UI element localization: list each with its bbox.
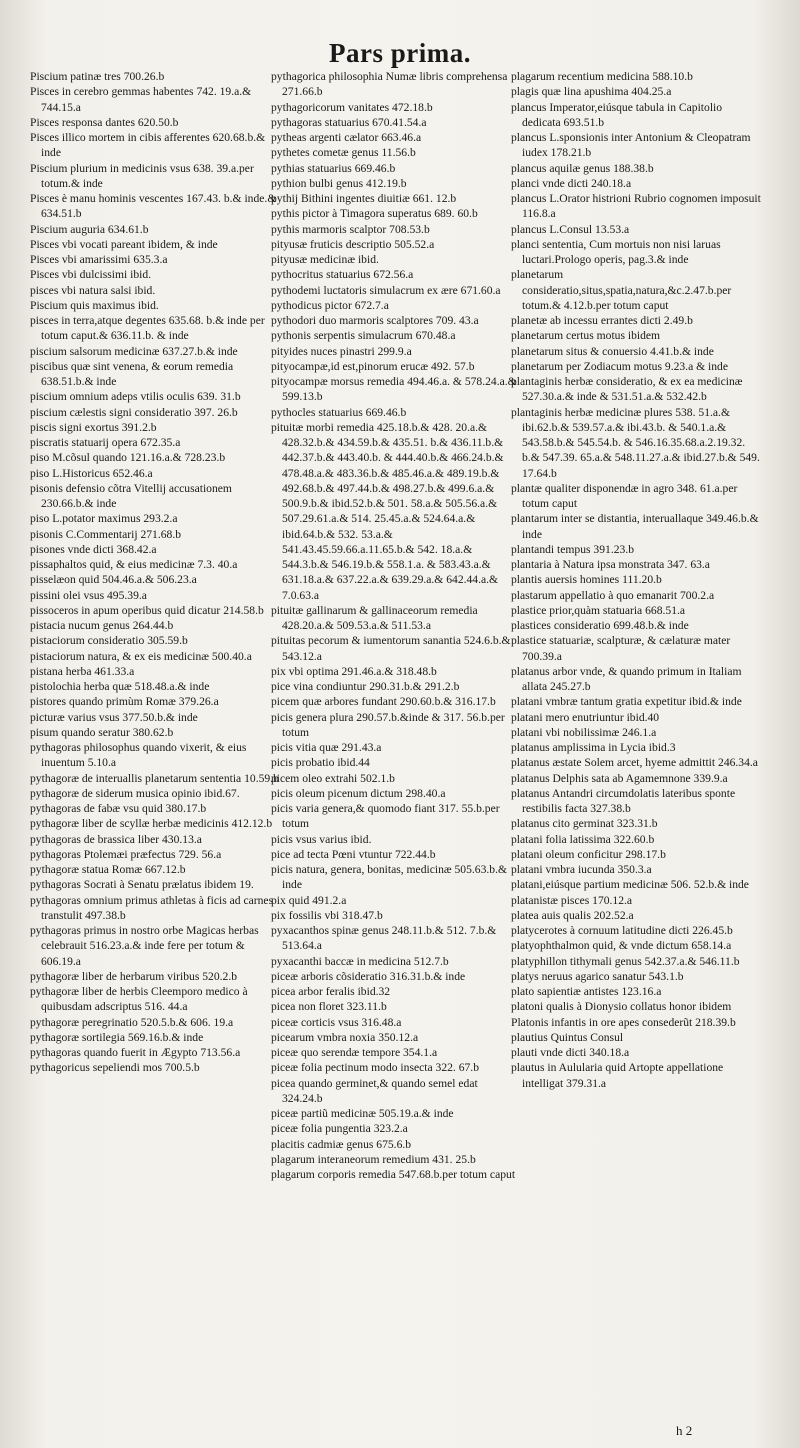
- index-column-1: [30, 69, 280, 1076]
- index-entry: plancus L.Consul 13.53.a: [511, 222, 630, 236]
- index-entry: pissoceros in apum operibus quid dicatur 214.58.b: [30, 603, 264, 617]
- index-entry: pyxacanthi baccæ in medicina 512.7.b: [271, 954, 449, 968]
- index-entry: pythagoræ liber de herbis Cleemporo medico à quibusdam adscriptus 516. 44.a: [30, 985, 248, 1014]
- index-entry: pix vbi optima 291.46.a.& 318.48.b: [271, 664, 437, 678]
- index-entry: platanus arbor vnde, & quando primum in Italiam allata 245.27.b: [511, 664, 742, 693]
- index-entry: pituitæ gallinarum & gallinaceorum remedia 428.20.a.& 509.53.a.& 511.53.a: [271, 603, 478, 632]
- index-entry: pythodemi luctatoris simulacrum ex ære 671.60.a: [271, 283, 501, 297]
- index-column-2: [271, 69, 521, 1182]
- index-entry: pythagorica philosophia Numæ libris comprehensa 271.66.b: [271, 70, 508, 99]
- index-entry: picea quando germinet,& quando semel edat 324.24.b: [271, 1076, 478, 1105]
- index-entry: pythagoræ sortilegia 569.16.b.& inde: [30, 1030, 204, 1044]
- index-entry: platani mero enutriuntur ibid.40: [511, 710, 660, 724]
- index-entry: pythagoras primus in nostro orbe Magicas herbas celebrauit 516.23.a.& inde fere per totum & 606.19.a: [30, 924, 259, 968]
- index-entry: pythocles statuarius 669.46.b: [271, 405, 407, 419]
- index-entry: plantandi tempus 391.23.b: [511, 542, 635, 556]
- index-entry: plancus Imperator,eiúsque tabula in Capitolio dedicata 693.51.b: [511, 100, 723, 129]
- index-entry: pissini olei vsus 495.39.a: [30, 588, 147, 602]
- index-entry: plantaria à Natura ipsa monstrata 347. 63.a: [511, 558, 710, 571]
- index-entry: piscibus quæ sint venena, & eorum remedia 638.51.b.& inde: [30, 359, 234, 388]
- index-entry: piceæ folia pectinum modo insecta 322. 67.b: [271, 1061, 479, 1075]
- index-entry: picturæ varius vsus 377.50.b.& inde: [30, 710, 198, 724]
- index-entry: pythagoræ statua Romæ 667.12.b: [30, 863, 186, 876]
- index-entry: pisselæon quid 504.46.a.& 506.23.a: [30, 573, 197, 587]
- index-entry: plastices consideratio 699.48.b.& inde: [511, 619, 689, 632]
- index-entry: piso L.Historicus 652.46.a: [30, 466, 153, 480]
- signature-mark: h 2: [676, 1423, 693, 1438]
- index-entry: plagarum recentium medicina 588.10.b: [511, 70, 693, 83]
- index-entry: pythocritus statuarius 672.56.a: [271, 268, 414, 282]
- index-entry: plagis quæ lina apushima 404.25.a: [511, 85, 672, 99]
- index-entry: platani folia latissima 322.60.b: [511, 832, 655, 846]
- index-entry: pisum quando seratur 380.62.b: [30, 725, 174, 739]
- index-entry: pythagoricorum vanitates 472.18.b: [271, 100, 433, 114]
- index-entry: pythagoras quando fuerit in Ægypto 713.56.a: [30, 1046, 241, 1059]
- index-entry: pituitæ morbi remedia 425.18.b.& 428. 20.a.& 428.32.b.& 434.59.b.& 435.51. b.& 436.11.b.& 442.37.b.& 443.40.b. & 444.40.b.& 466.24.b.& 478.48.a.& 483.36.b.& 485.46.a.& 489.19.b.& 492.68.b.& 497.44.b.& 498.27.b.& 499.6.a.& 500.9.b.& ibid.52.b.& 501. 58.a.& 505.56.a.& 507.29.61.a.& 514. 25.45.a.& 524.64.a.& ibid.64.b.& 532. 53.a.& 541.43.45.59.66.a.11.65.b.& 542. 18.a.& 544.3.b.& 546.19.b.& 558.1.a. & 583.43.a.& 631.18.a.& 637.22.a.& 639.29.a.& 642.44.a.& 7.0.63.a: [271, 420, 504, 602]
- index-entry: plauti vnde dicti 340.18.a: [511, 1046, 630, 1059]
- index-entry: pythagoras statuarius 670.41.54.a: [271, 115, 427, 129]
- index-entry: pisonis defensio cõtra Vitellij accusationem 230.66.b.& inde: [30, 481, 232, 510]
- index-entry: plantaginis herbæ medicinæ plures 538. 51.a.& ibi.62.b.& 539.57.a.& ibi.43.b. & 540.1.a.& 543.58.b.& 545.54.b. & 546.16.35.68.a.2.19.32. b.& 547.39. 65.a.& 548.11.27.a.& ibid.27.b.& 549. 17.64.b: [511, 405, 760, 480]
- index-entry: piscium cælestis signi consideratio 397. 26.b: [30, 405, 238, 419]
- index-entry: picem quæ arbores fundant 290.60.b.& 316.17.b: [271, 695, 496, 709]
- index-entry: platani vmbra iucunda 350.3.a: [511, 863, 652, 876]
- index-entry: piscium omnium adeps vtilis oculis 639. 31.b: [30, 390, 241, 404]
- index-entry: pythodori duo marmoris scalptores 709. 43.a: [271, 314, 479, 327]
- index-entry: pistores quando primùm Romæ 379.26.a: [30, 695, 219, 709]
- index-entry: pythij Bithini ingentes diuitiæ 661. 12.b: [271, 192, 457, 205]
- index-entry: pistaciorum natura, & ex eis medicinæ 500.40.a: [30, 649, 252, 663]
- index-entry: pistana herba 461.33.a: [30, 664, 135, 678]
- index-entry: pice ad tecta Pœni vtuntur 722.44.b: [271, 847, 436, 861]
- index-entry: plastarum appellatio à quo emanarit 700.2.a: [511, 588, 715, 602]
- index-entry: plagarum corporis remedia 547.68.b.per totum caput: [271, 1168, 516, 1181]
- index-entry: Pisces vbi amarissimi 635.3.a: [30, 253, 168, 266]
- index-entry: platani oleum conficitur 298.17.b: [511, 847, 666, 861]
- index-entry: pythagoras omnium primus athletas à ficis ad carnes transtulit 497.38.b: [30, 893, 274, 922]
- index-entry: plancus L.sponsionis inter Antonium & Cleopatram iudex 178.21.b: [511, 131, 751, 160]
- index-entry: platoni qualis à Dionysio collatus honor ibidem: [511, 1000, 732, 1014]
- index-entry: pice vina condiuntur 290.31.b.& 291.2.b: [271, 680, 460, 693]
- index-entry: picem oleo extrahi 502.1.b: [271, 771, 395, 785]
- index-entry: piceæ arboris cõsideratio 316.31.b.& inde: [271, 969, 466, 983]
- index-entry: piso M.cõsul quando 121.16.a.& 728.23.b: [30, 451, 226, 465]
- index-entry: platea auis qualis 202.52.a: [511, 908, 634, 922]
- index-entry: pythagoræ liber de scyllæ herbæ medicinis 412.12.b: [30, 817, 273, 831]
- index-entry: platyophthalmon quid, & vnde dictum 658.14.a: [511, 939, 732, 953]
- index-entry: platanus cito germinat 323.31.b: [511, 817, 658, 831]
- index-entry: planetarum situs & conuersio 4.41.b.& inde: [511, 344, 714, 358]
- index-entry: pityides nuces pinastri 299.9.a: [271, 344, 412, 358]
- index-entry: pisonis C.Commentarij 271.68.b: [30, 527, 182, 541]
- index-entry: pistaciorum consideratio 305.59.b: [30, 634, 188, 648]
- index-entry: piceæ folia pungentia 323.2.a: [271, 1122, 408, 1136]
- index-entry: picea non floret 323.11.b: [271, 1000, 387, 1014]
- index-entry: Pisces in cerebro gemmas habentes 742. 19.a.& 744.15.a: [30, 85, 252, 114]
- index-entry: piceæ partiũ medicinæ 505.19.a.& inde: [271, 1107, 454, 1120]
- index-entry: Pisces vbi vocati pareant ibidem, & inde: [30, 237, 218, 251]
- index-entry: pythis marmoris scalptor 708.53.b: [271, 222, 430, 236]
- index-entry: pityusæ medicinæ ibid.: [271, 253, 379, 266]
- index-entry: plato sapientiæ antistes 123.16.a: [511, 985, 662, 998]
- index-entry: platanus amplissima in Lycia ibid.3: [511, 741, 676, 754]
- index-entry: piscium salsorum medicinæ 637.27.b.& inde: [30, 344, 238, 358]
- index-entry: pythagoras philosophus quando vixerit, & eius inuentum 5.10.a: [30, 741, 247, 770]
- index-entry: placitis cadmiæ genus 675.6.b: [271, 1137, 412, 1151]
- index-entry: platanus Delphis sata ab Agamemnone 339.9.a: [511, 771, 728, 785]
- index-entry: picis varia genera,& quomodo fiant 317. 55.b.per totum: [271, 802, 500, 831]
- index-entry: picis oleum picenum dictum 298.40.a: [271, 786, 446, 800]
- index-entry: pythagoras Ptolemæi præfectus 729. 56.a: [30, 847, 222, 861]
- index-entry: plautus in Aulularia quid Artopte appellatione intelligat 379.31.a: [511, 1061, 724, 1090]
- index-entry: plastice statuariæ, scalpturæ, & cælaturæ mater 700.39.a: [511, 634, 731, 663]
- index-entry: pityocampæ,id est,pinorum erucæ 492. 57.b: [271, 359, 475, 373]
- index-entry: plancus L.Orator histrioni Rubrio cognomen imposuit 116.8.a: [511, 192, 761, 221]
- page-title: Pars prima.: [329, 38, 471, 68]
- index-entry: piscratis statuarij opera 672.35.a: [30, 436, 181, 449]
- index-entry: planetarum consideratio,situs,spatia,natura,&c.2.47.b.per totum.& 4.12.b.per totum caput: [511, 268, 732, 312]
- index-entry: pythias statuarius 669.46.b: [271, 161, 396, 175]
- index-entry: picis genera plura 290.57.b.&inde & 317. 56.b.per totum: [271, 710, 505, 739]
- index-entry: plantæ qualiter disponendæ in agro 348. 61.a.per totum caput: [511, 481, 738, 510]
- index-entry: piceæ quo serendæ tempore 354.1.a: [271, 1046, 438, 1059]
- index-entry: planci sententia, Cum mortuis non nisi laruas luctari.Prologo operis, pag.3.& inde: [511, 237, 721, 266]
- index-entry: plautius Quintus Consul: [511, 1030, 624, 1044]
- index-entry: pituitas pecorum & iumentorum sanantia 524.6.b.& 543.12.a: [271, 634, 511, 663]
- index-entry: platycerotes à cornuum latitudine dicti 226.45.b: [511, 924, 733, 937]
- index-entry: Piscium quis maximus ibid.: [30, 298, 159, 312]
- index-entry: pythagoræ de siderum musica opinio ibid.67.: [30, 786, 240, 800]
- index-entry: pytheas argenti cælator 663.46.a: [271, 131, 422, 144]
- index-entry: pyxacanthos spinæ genus 248.11.b.& 512. 7.b.& 513.64.a: [271, 924, 497, 953]
- index-entry: pissaphaltos quid, & eius medicinæ 7.3. 40.a: [30, 558, 238, 571]
- index-entry: pythis pictor à Timagora superatus 689. 60.b: [271, 207, 478, 221]
- index-entry: picis natura, genera, bonitas, medicinæ 505.63.b.& inde: [271, 863, 508, 892]
- index-entry: pisces in terra,atque degentes 635.68. b.& inde per totum caput.& 636.11.b. & inde: [30, 314, 265, 343]
- index-entry: platys neruus agarico sanatur 543.1.b: [511, 969, 684, 983]
- index-entry: picis vsus varius ibid.: [271, 832, 372, 846]
- index-entry: planetarum per Zodiacum motus 9.23.a & inde: [511, 359, 729, 373]
- index-entry: pythagoræ liber de herbarum viribus 520.2.b: [30, 969, 238, 983]
- index-entry: platanus Antandri circumdolatis lateribus sponte restibilis facta 327.38.b: [511, 786, 736, 815]
- index-entry: pythagoræ de interuallis planetarum sententia 10.59.b: [30, 771, 279, 785]
- index-entry: platani vbi nobilissimæ 246.1.a: [511, 725, 657, 739]
- index-entry: Platonis infantis in ore apes consederũt 218.39.b: [511, 1015, 736, 1029]
- index-entry: pisones vnde dicti 368.42.a: [30, 542, 157, 556]
- index-entry: plantarum inter se distantia, interuallaque 349.46.b.& inde: [511, 512, 759, 541]
- index-entry: Piscium auguria 634.61.b: [30, 222, 149, 236]
- index-entry: plancus aquilæ genus 188.38.b: [511, 161, 654, 175]
- index-entry: pistolochia herba quæ 518.48.a.& inde: [30, 680, 210, 693]
- index-entry: Pisces illico mortem in cibis afferentes 620.68.b.& inde: [30, 131, 266, 160]
- index-entry: platani,eiúsque partium medicinæ 506. 52.b.& inde: [511, 878, 749, 892]
- index-entry: picearum vmbra noxia 350.12.a: [271, 1030, 419, 1044]
- index-entry: planci vnde dicti 240.18.a: [511, 176, 632, 190]
- index-entry: piceæ corticis vsus 316.48.a: [271, 1015, 402, 1029]
- index-entry: plastice prior,quàm statuaria 668.51.a: [511, 603, 686, 617]
- index-entry: Pisces vbi dulcissimi ibid.: [30, 268, 152, 282]
- index-entry: pythagoræ peregrinatio 520.5.b.& 606. 19.a: [30, 1015, 234, 1029]
- index-entry: picis vitia quæ 291.43.a: [271, 741, 382, 754]
- index-entry: pityocampæ morsus remedia 494.46.a. & 578.24.a.& 599.13.b: [271, 375, 517, 404]
- index-entry: plantis auersis homines 111.20.b: [511, 573, 662, 587]
- index-entry: pix quid 491.2.a: [271, 893, 347, 907]
- index-entry: Piscium plurium in medicinis vsus 638. 39.a.per totum.& inde: [30, 161, 254, 190]
- index-entry: pistacia nucum genus 264.44.b: [30, 619, 174, 632]
- index-entry: platanistæ pisces 170.12.a: [511, 893, 633, 907]
- index-entry: platyphillon tithymali genus 542.37.a.& 546.11.b: [511, 954, 740, 968]
- index-entry: pix fossilis vbi 318.47.b: [271, 908, 383, 922]
- index-entry: Pisces è manu hominis vescentes 167.43. b.& inde.& 634.51.b: [30, 192, 277, 221]
- index-entry: pythagoricus sepeliendi mos 700.5.b: [30, 1061, 200, 1075]
- index-entry: picea arbor feralis ibid.32: [271, 985, 391, 998]
- index-entry: planetæ ab incessu errantes dicti 2.49.b: [511, 314, 693, 327]
- index-entry: pythagoras de brassica liber 430.13.a: [30, 832, 202, 846]
- index-entry: pythagoras de fabæ vsu quid 380.17.b: [30, 802, 207, 815]
- index-entry: pityusæ fruticis descriptio 505.52.a: [271, 237, 435, 251]
- index-entry: pythagoras Socrati à Senatu prælatus ibidem 19.: [30, 878, 254, 892]
- index-entry: picis probatio ibid.44: [271, 756, 370, 770]
- index-entry: piso L.potator maximus 293.2.a: [30, 512, 178, 526]
- index-entry: pythetes cometæ genus 11.56.b: [271, 146, 416, 160]
- index-entry: Pisces responsa dantes 620.50.b: [30, 115, 179, 129]
- index-entry: planetarum certus motus ibidem: [511, 329, 661, 343]
- index-entry: plantaginis herbæ consideratio, & ex ea medicinæ 527.30.a.& inde & 531.51.a.& 532.42.b: [511, 375, 743, 404]
- index-column-3: [511, 69, 761, 1091]
- index-entry: pythion bulbi genus 412.19.b: [271, 176, 407, 190]
- index-entry: platani vmbræ tantum gratia expetitur ibid.& inde: [511, 695, 742, 709]
- index-entry: piscis signi exortus 391.2.b: [30, 420, 157, 434]
- index-entry: pisces vbi natura salsi ibid.: [30, 283, 156, 297]
- index-entry: pythodicus pictor 672.7.a: [271, 298, 389, 312]
- index-entry: platanus æstate Solem arcet, hyeme admittit 246.34.a: [511, 756, 758, 770]
- index-entry: plagarum interaneorum remedium 431. 25.b: [271, 1152, 476, 1166]
- index-entry: pythonis serpentis simulacrum 670.48.a: [271, 329, 456, 343]
- index-entry: Piscium patinæ tres 700.26.b: [30, 70, 165, 83]
